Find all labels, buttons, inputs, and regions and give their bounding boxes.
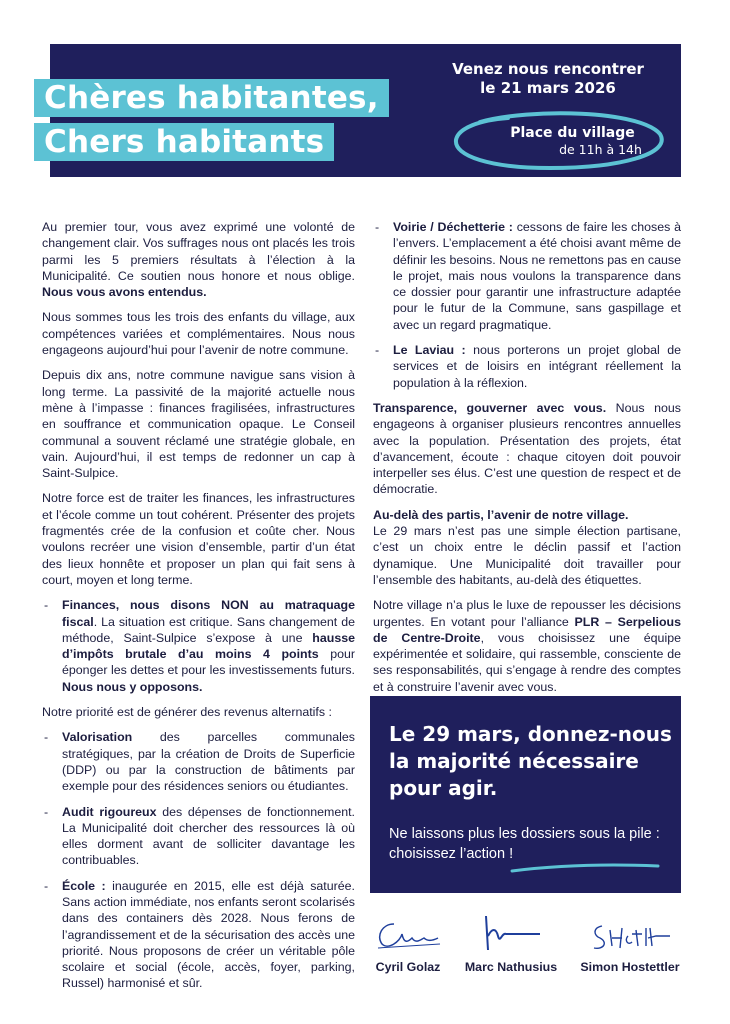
meeting-hours: de 11h à 14h xyxy=(559,142,642,157)
list-item-voirie: - Voirie / Déchetterie : cessons de faire les choses à l’envers. L’emplacement a été choisi avant même de définir les besoins. Nous ne remettons pas en cause le projet, mais nous voulons la transparence dans ce dossier pour garantir une infrastructure adaptée pour le futur de la Commune, sans gaspillage et avec un regard pragmatique. xyxy=(373,219,681,333)
signature-nathusius-icon xyxy=(478,906,544,956)
signatory-name: Simon Hostettler xyxy=(580,960,680,974)
signature-hostettler-icon xyxy=(590,920,672,954)
page-title-line-2: Chers habitants xyxy=(34,123,334,161)
list-item-ecole: - École : inaugurée en 2015, elle est déjà saturée. Sans action immédiate, nos enfants seront scolarisés dans des containers dès 2028. Nous ferons de l’agrandissement et de la sécurisation des accès une priorité. Nous proposons de créer un véritable pôle scolaire et social (école, accès, foyer, parking, Russel) harmonisé et sûr. xyxy=(42,878,355,992)
paragraph-force: Notre force est de traiter les finances, les infrastructures et l’école comme un tout cohérent. Présenter des projets fragmentés crée de la confusion et coûte cher. Nous voulons recréer une vision d’ensemble, partir d’un état des lieux honnête et proposer un plan qui fait sens à court, moyen et long terme. xyxy=(42,491,355,587)
underline-swoosh-icon xyxy=(510,862,660,874)
paragraph-priority: Notre priorité est de générer des revenus alternatifs : xyxy=(42,705,332,720)
paragraph-children: Nous sommes tous les trois des enfants du village, aux compétences variées et complémentaires. Nous nous engageons aujourd’hui pour l’avenir de notre commune. xyxy=(42,310,355,358)
signatory-name: Marc Nathusius xyxy=(464,960,558,974)
cta-subtext: Ne laissons plus les dossiers sous la pile : choisissez l’action ! xyxy=(389,826,660,862)
paragraph-vision: Depuis dix ans, notre commune navigue sans vision à long terme. La passivité de la majorité actuelle nous mène à l’impasse : finances fragilisées, infrastructures en souffrance et communication opaque. Le Conseil communal a souvent réclamé une stratégie globale, en vain. Aujourd’hui, il est temps de redonner un cap à Saint-Sulpice. xyxy=(42,368,355,481)
paragraph-au-dela: Au-delà des partis, l’avenir de notre village. Le 29 mars n’est pas une simple élection partisane, c’est un choix entre le déclin passif et l’action dynamique. Une Municipalité doit travailler pour l’ensemble des habitants, au-delà des étiquettes. xyxy=(373,507,681,587)
meeting-place-name: Place du village xyxy=(510,125,635,141)
meeting-invite xyxy=(433,60,663,98)
paragraph-intro: Au premier tour, vous avez exprimé une volonté de changement clair. Vos suffrages nous ont placés les trois parmi les 5 premiers résultats à l’élection à la Municipalité. Ce soutien nous honore et nous oblige. Nous vous avons entendus. xyxy=(42,220,355,300)
meeting-place xyxy=(485,124,660,158)
right-column xyxy=(373,219,681,704)
meeting-invite-line-1: Venez nous rencontrer xyxy=(452,60,644,78)
list-item-audit: - Audit rigoureux des dépenses de fonctionnement. La Municipalité doit chercher des ressources là où elles dorment avant de solliciter davantage les contribuables. xyxy=(42,804,355,869)
meeting-date: le 21 mars 2026 xyxy=(480,79,616,97)
signature-golaz-icon xyxy=(372,918,444,954)
list-item-laviau: - Le Laviau : nous porterons un projet global de services et de loisirs en intégrant réellement la population à la réflexion. xyxy=(373,342,681,391)
page-title-line-1: Chères habitantes, xyxy=(34,79,389,117)
list-item-valorisation: - Valorisation des parcelles communales stratégiques, par la création de Droits de Superficie (DDP) ou par la construction de bâtiments par exemple pour des résidences seniors ou étudiantes. xyxy=(42,729,355,794)
signatory-name: Cyril Golaz xyxy=(375,960,441,974)
paragraph-transparence: Transparence, gouverner avec vous. Nous nous engageons à organiser plusieurs rencontres annuelles avec la population. Présentation des projets, état d’avancement, écoute : chaque citoyen doit pouvoir interpeller ses élus. C’est une question de respect et de démocratie. xyxy=(373,400,681,497)
paragraph-alliance: Notre village n’a plus le luxe de repousser les décisions urgentes. En votant pour l’alliance PLR – Serpelious de Centre-Droite, vous choisissez une équipe expérimentée et solidaire, qui rassemble, consciente de ses responsabilités, qui s’engage à rendre des comptes et à construire l’avenir avec vous. xyxy=(373,598,681,694)
list-item-finances: - Finances, nous disons NON au matraquage fiscal. La situation est critique. Sans changement de méthode, Saint-Sulpice s’expose à une hausse d’impôts brutale d’au moins 4 points pour éponger les dettes et pour les investissements futurs. Nous nous y opposons. xyxy=(42,597,355,695)
left-column xyxy=(42,219,355,1001)
cta-headline: Le 29 mars, donnez-nous la majorité nécessaire pour agir. xyxy=(389,722,672,800)
call-to-action-box xyxy=(370,696,681,893)
